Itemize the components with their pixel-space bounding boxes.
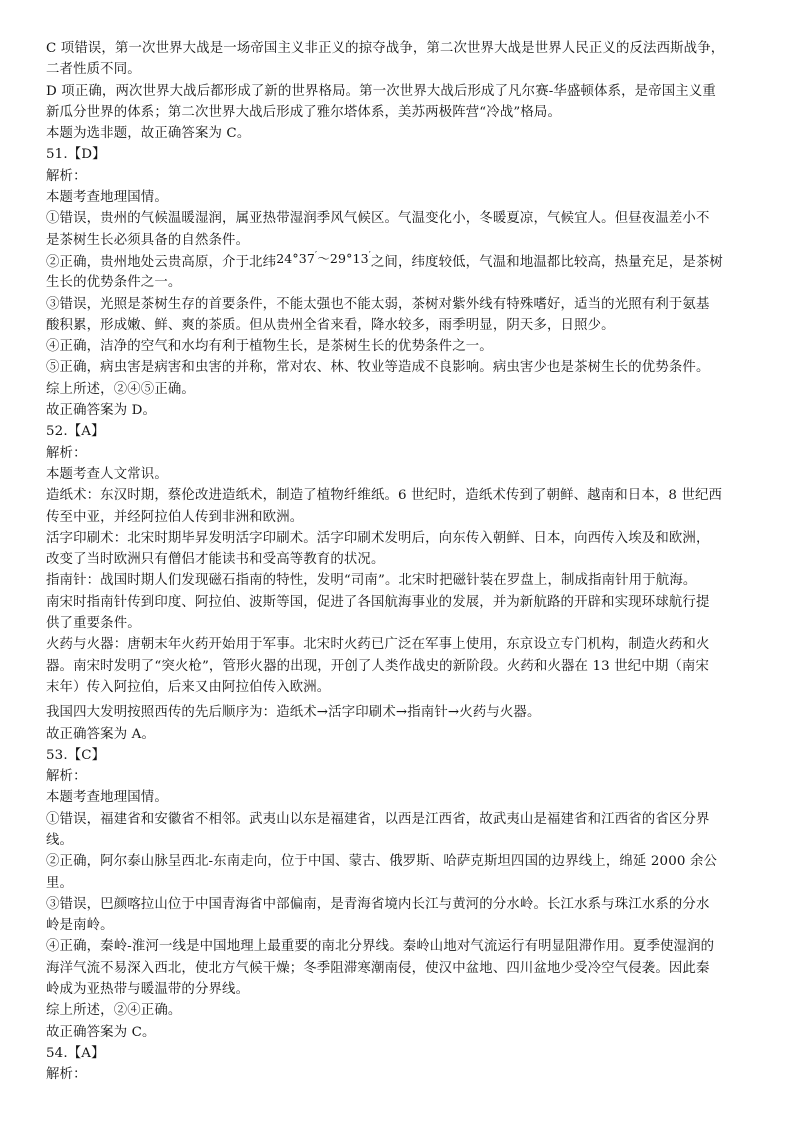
text-line: 二者性质不同。 [46,62,141,78]
text-line: 改变了当时欧洲只有僧侣才能读书和受高等教育的状况。 [46,552,385,568]
text-line: 故正确答案为 A。 [46,726,156,742]
text-line: 指南针：战国时期人们发现磁石指南的特性，发明“司南”。北宋时把磁针装在罗盘上，制成指南针用于航海。 [46,573,697,589]
text-line: 解析： [46,1067,87,1083]
text-line: 是茶树生长必须具备的自然条件。 [46,232,250,248]
text-line: 54.【A】 [46,1045,105,1061]
text-line: 本题考查地理国情。 [46,790,168,806]
text-line: 生长的优势条件之一。 [46,275,182,291]
text-line: 故正确答案为 D。 [46,403,157,419]
text-segment: 之间，纬度较低，气温和地温都比较高，热量充足，是茶树 [370,254,723,270]
text-line: 综上所述，②④⑤正确。 [46,381,195,397]
text-line: ④正确，洁净的空气和水均有利于植物生长，是茶树生长的优势条件之一。 [46,339,493,355]
text-line: ①错误，福建省和安徽省不相邻。武夷山以东是福建省，以西是江西省，故武夷山是福建省和江西省的省区分界 [46,811,710,827]
text-line: 活字印刷术：北宋时期毕昇发明活字印刷术。活字印刷术发明后，向东传入朝鲜、日本，向西传入埃及和欧洲， [46,530,710,546]
text-line: 53.【C】 [46,747,106,763]
text-line: ③错误，巴颜喀拉山位于中国青海省中部偏南，是青海省境内长江与黄河的分水岭。长江水系与珠江水系的分水 [46,896,710,912]
text-line: 传至中亚，并经阿拉伯人传到非洲和欧洲。 [46,509,304,525]
text-line: 我国四大发明按照西传的先后顺序为：造纸术→活字印刷术→指南针→火药与火器。 [46,705,541,721]
text-line: 故正确答案为 C。 [46,1024,156,1040]
text-line: 岭是南岭。 [46,918,114,934]
text-line: 新瓜分世界的体系；第二次世界大战后形成了雅尔塔体系，美苏两极阵营“冷战”格局。 [46,104,561,120]
text-line: 解析： [46,769,87,785]
text-line: 本题考查人文常识。 [46,466,168,482]
prime-mark: ′ [368,250,371,261]
text-line: 51.【D】 [46,147,106,163]
text-line: 综上所述，②④正确。 [46,1003,182,1019]
text-line: 52.【A】 [46,424,105,440]
text-line: 里。 [46,875,74,891]
text-line: 解析： [46,168,87,184]
text-line: 供了重要条件。 [46,616,141,632]
text-line: ⑤正确，病虫害是病害和虫害的并称，常对农、林、牧业等造成不良影响。病虫害少也是茶树生长的优势条件。 [46,360,710,376]
text-line: 本题为选非题，故正确答案为 C。 [46,126,251,142]
text-line: 解析： [46,445,87,461]
text-line: 岭成为亚热带与暖温带的分界线。 [46,982,250,998]
text-line: 造纸术：东汉时期，蔡伦改进造纸术，制造了植物纤维纸。6 世纪时，造纸术传到了朝鲜、越南和日本，8 世纪西 [46,488,723,504]
text-line: ①错误，贵州的气候温暖湿润，属亚热带湿润季风气候区。气温变化小，冬暖夏凉，气候宜人。但昼夜温差小不 [46,211,710,227]
text-line: 海洋气流不易深入西北，使北方气候干燥；冬季阻滞寒潮南侵，使汉中盆地、四川盆地少受冷空气侵袭。因此秦 [46,960,710,976]
text-line: 本题考查地理国情。 [46,190,168,206]
text-line: ④正确，秦岭-淮河一线是中国地理上最重要的南北分界线。秦岭山地对气流运行有明显阻滞作用。夏季使湿润的 [46,939,715,955]
text-line: 火药与火器：唐朝末年火药开始用于军事。北宋时火药已广泛在军事上使用，东京设立专门机构，制造火药和火 [46,637,710,653]
text-line-latitude [46,251,770,272]
text-line: 南宋时指南针传到印度、阿拉伯、波斯等国，促进了各国航海事业的发展，并为新航路的开辟和实现环球航行提 [46,594,710,610]
text-line: 末年）传入阿拉伯，后来又由阿拉伯传入欧洲。 [46,679,331,695]
text-line: ②正确，阿尔泰山脉呈西北-东南走向，位于中国、蒙古、俄罗斯、哈萨克斯坦四国的边界线上，绵延 2000 余公 [46,854,718,870]
range-tilde: ～ [317,250,330,266]
text-line: 酸积累，形成嫩、鲜、爽的茶质。但从贵州全省来看，降水较多，雨季明显，阴天多，日照少。 [46,317,615,333]
text-line: 器。南宋时发明了“突火枪”，管形火器的出现，开创了人类作战史的新阶段。火药和火器在 13 世纪中期（南宋 [46,658,710,674]
prime-mark: ′ [315,250,318,261]
text-line: ③错误，光照是茶树生存的首要条件，不能太强也不能太弱，茶树对紫外线有特殊嗜好，适当的光照有利于氨基 [46,296,710,312]
text-segment: ②正确，贵州地处云贵高原，介于北纬 [46,254,277,270]
latitude-value: 29°13 [329,250,369,266]
text-line: C 项错误，第一次世界大战是一场帝国主义非正义的掠夺战争，第二次世界大战是世界人民正义的反法西斯战争， [46,41,725,56]
text-line: D 项正确，两次世界大战后都形成了新的世界格局。第一次世界大战后形成了凡尔赛-华盛顿体系，是帝国主义重 [46,83,716,99]
text-line: 线。 [46,832,74,848]
latitude-value: 24°37 [276,250,316,266]
